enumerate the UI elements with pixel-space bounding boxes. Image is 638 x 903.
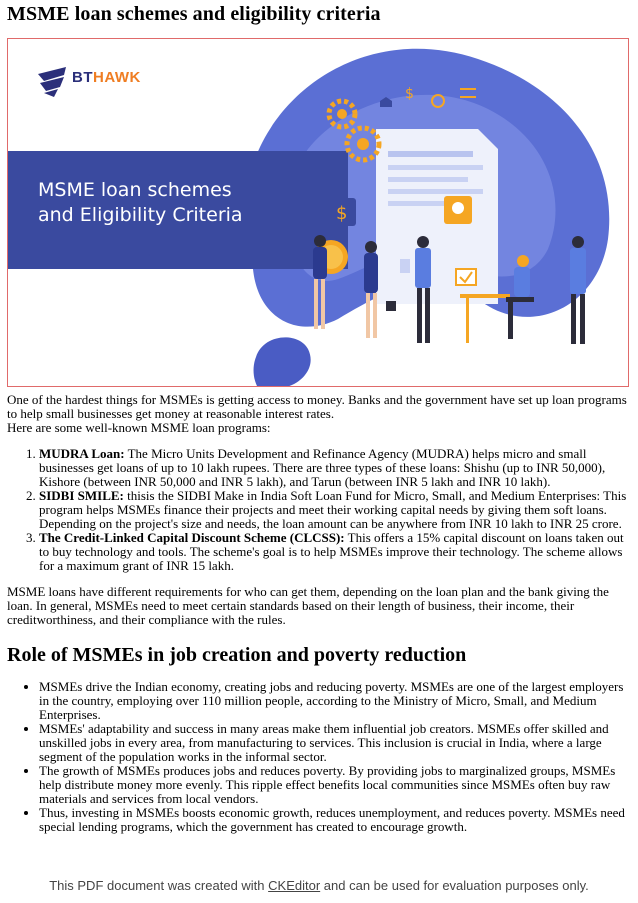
- list-item: • Thus, investing in MSMEs boosts economic growth, reduces unemployment, and reduces poverty. MSMEs need special lending programs, which the government has created to encourage growth.: [39, 806, 630, 834]
- requirements-paragraph: MSME loans have different requirements for who can get them, depending on the loan plan and the bank giving the loan. In general, MSMEs need to meet certain standards based on their length of business, their income, their creditworthiness, and their compliance with the rules.: [7, 584, 609, 627]
- list-item: • MSMEs' adaptability and success in many areas make them influential job creators. MSMEs offer skilled and unskilled jobs in every area, from manufacturing to services. This inclusion is crucial in India, where a large segment of the population works in the informal sector.: [39, 722, 630, 764]
- dollar-icon: $: [405, 86, 414, 102]
- loan-programs-list: [7, 447, 630, 573]
- hero-banner-image: [7, 38, 629, 387]
- list-item: • The growth of MSMEs produces jobs and reduces poverty. By providing jobs to marginalized groups, MSMEs help distribute money more evenly. This ripple effect benefits local communities since MSMEs often buy raw materials and services from local vendors.: [39, 764, 630, 806]
- list-item: 1. MUDRA Loan: The Micro Units Development and Refinance Agency (MUDRA) helps micro and small businesses get loans of up to 10 lakh rupees. There are three types of these loans: Shishu (up to INR 50,000), Kishore (between INR 50,000 and INR 5 lakh), and Tarun (between INR 5 lakh and INR 10 lakh).: [39, 447, 630, 489]
- list-item: 3. The Credit-Linked Capital Discount Scheme (CLCSS): This offers a 15% capital discount on loans taken out to buy technology and tools. The scheme's goal is to help MSMEs improve their technology. The scheme allows for a maximum grant of INR 15 lakh.: [39, 531, 630, 573]
- intro-lead: Here are some well-known MSME loan programs:: [7, 420, 271, 435]
- list-item: 2. SIDBI SMILE: thisis the SIDBI Make in India Soft Loan Fund for Micro, Small, and Medium Enterprises: This program helps MSMEs finance their projects and meet their working capital needs by giving them soft loans. Depending on the project's size and needs, the loan amount can be anywhere from INR 10 lakh to INR 25 crore.: [39, 489, 630, 531]
- list-item: • MSMEs drive the Indian economy, creating jobs and reducing poverty. MSMEs are one of the largest employers in the country, employing over 110 million people, according to the Ministry of Micro, Small, and Medium Enterprises.: [39, 680, 630, 722]
- ckeditor-link[interactable]: CKEditor: [268, 878, 321, 893]
- bthawk-logo-text: BTHAWK: [72, 69, 141, 86]
- msme-role-list: [7, 680, 630, 834]
- banner-heading: MSME loan schemes and Eligibility Criteria: [38, 179, 243, 226]
- page-title: MSME loan schemes and eligibility criteria: [7, 3, 381, 25]
- pdf-footer-notice: This PDF document was created with CKEditor and can be used for evaluation purposes only.: [49, 878, 589, 893]
- person-man-standing: [570, 236, 586, 344]
- intro-paragraph: One of the hardest things for MSMEs is getting access to money. Banks and the government have set up loan programs to help small businesses get money at reasonable interest rates.: [7, 392, 627, 421]
- section-heading: Role of MSMEs in job creation and poverty reduction: [7, 644, 467, 666]
- bthawk-logo-icon: [38, 67, 66, 97]
- dollar-bubble-symbol: $: [336, 203, 348, 224]
- small-blob: [254, 337, 311, 387]
